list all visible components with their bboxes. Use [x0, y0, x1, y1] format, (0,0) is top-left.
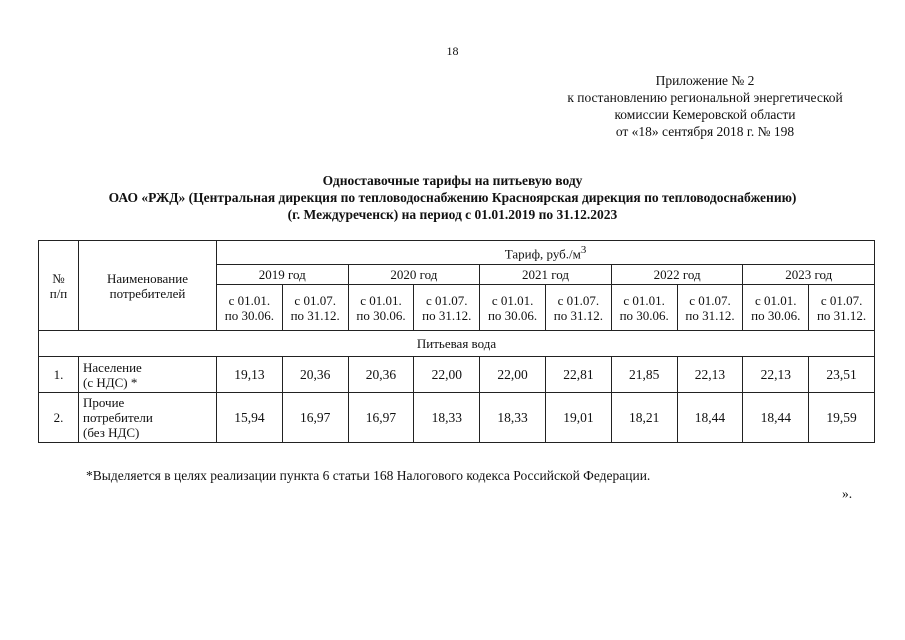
tariff-value: 20,36 [282, 357, 348, 393]
year-header: 2023 год [743, 265, 875, 285]
section-header: Питьевая вода [39, 331, 875, 357]
period-header: с 01.01. по 30.06. [611, 285, 677, 331]
row-number: 2. [39, 393, 79, 443]
period-header: с 01.01. по 30.06. [480, 285, 546, 331]
consumer-name: Население (с НДС) * [79, 357, 217, 393]
title-line: ОАО «РЖД» (Центральная дирекция по тепловодоснабжению Красноярская дирекция по тепловодоснабжению) [108, 190, 797, 205]
period-header: с 01.07. по 31.12. [809, 285, 875, 331]
tariff-unit-sup: 3 [580, 244, 587, 257]
tariff-value: 19,01 [545, 393, 611, 443]
name-header: Наименование потребителей [79, 241, 217, 331]
period-header: с 01.01. по 30.06. [217, 285, 283, 331]
tariff-value: 23,51 [809, 357, 875, 393]
tariff-value: 22,00 [480, 357, 546, 393]
appendix-line: к постановлению региональной энергетической [567, 90, 843, 105]
footnote: *Выделяется в целях реализации пункта 6 статьи 168 Налогового кодекса Российской Федерации. [86, 468, 651, 483]
tariff-value: 21,85 [611, 357, 677, 393]
period-header: с 01.07. по 31.12. [677, 285, 743, 331]
period-header: с 01.01. по 30.06. [348, 285, 414, 331]
row-number: 1. [39, 357, 79, 393]
year-header: 2021 год [480, 265, 612, 285]
tariff-value: 22,13 [743, 357, 809, 393]
period-header: с 01.07. по 31.12. [414, 285, 480, 331]
table-row [39, 357, 875, 393]
document-title [0, 172, 905, 223]
appendix-line: Приложение № 2 [655, 73, 755, 88]
year-header: 2019 год [217, 265, 349, 285]
tariff-value: 18,44 [677, 393, 743, 443]
title-line: Одноставочные тарифы на питьевую воду [322, 173, 583, 188]
tariff-value: 22,81 [545, 357, 611, 393]
period-header: с 01.07. по 31.12. [545, 285, 611, 331]
tariff-value: 19,13 [217, 357, 283, 393]
period-header: с 01.01. по 30.06. [743, 285, 809, 331]
tariff-value: 18,33 [480, 393, 546, 443]
year-header: 2022 год [611, 265, 743, 285]
tariff-table [38, 240, 875, 443]
num-header: № п/п [39, 241, 79, 331]
closing-quote: ». [842, 486, 853, 501]
page-number: 18 [446, 44, 459, 58]
tariff-value: 15,94 [217, 393, 283, 443]
tariff-value: 16,97 [348, 393, 414, 443]
period-header: с 01.07. по 31.12. [282, 285, 348, 331]
appendix-line: комиссии Кемеровской области [614, 107, 796, 122]
consumer-name: Прочие потребители (без НДС) [79, 393, 217, 443]
tariff-value: 22,00 [414, 357, 480, 393]
appendix-line: от «18» сентября 2018 г. № 198 [615, 124, 795, 139]
tariff-value: 18,33 [414, 393, 480, 443]
tariff-value: 16,97 [282, 393, 348, 443]
tariff-value: 19,59 [809, 393, 875, 443]
tariff-header: Тариф, $руб./м^3$ [217, 241, 875, 265]
tariff-value: 22,13 [677, 357, 743, 393]
tariff-value: 20,36 [348, 357, 414, 393]
year-header: 2020 год [348, 265, 480, 285]
title-line: (г. Междуреченск) на период с 01.01.2019 по 31.12.2023 [287, 207, 618, 222]
appendix-block [500, 72, 905, 140]
table-row [39, 393, 875, 443]
tariff-value: 18,21 [611, 393, 677, 443]
tariff-value: 18,44 [743, 393, 809, 443]
